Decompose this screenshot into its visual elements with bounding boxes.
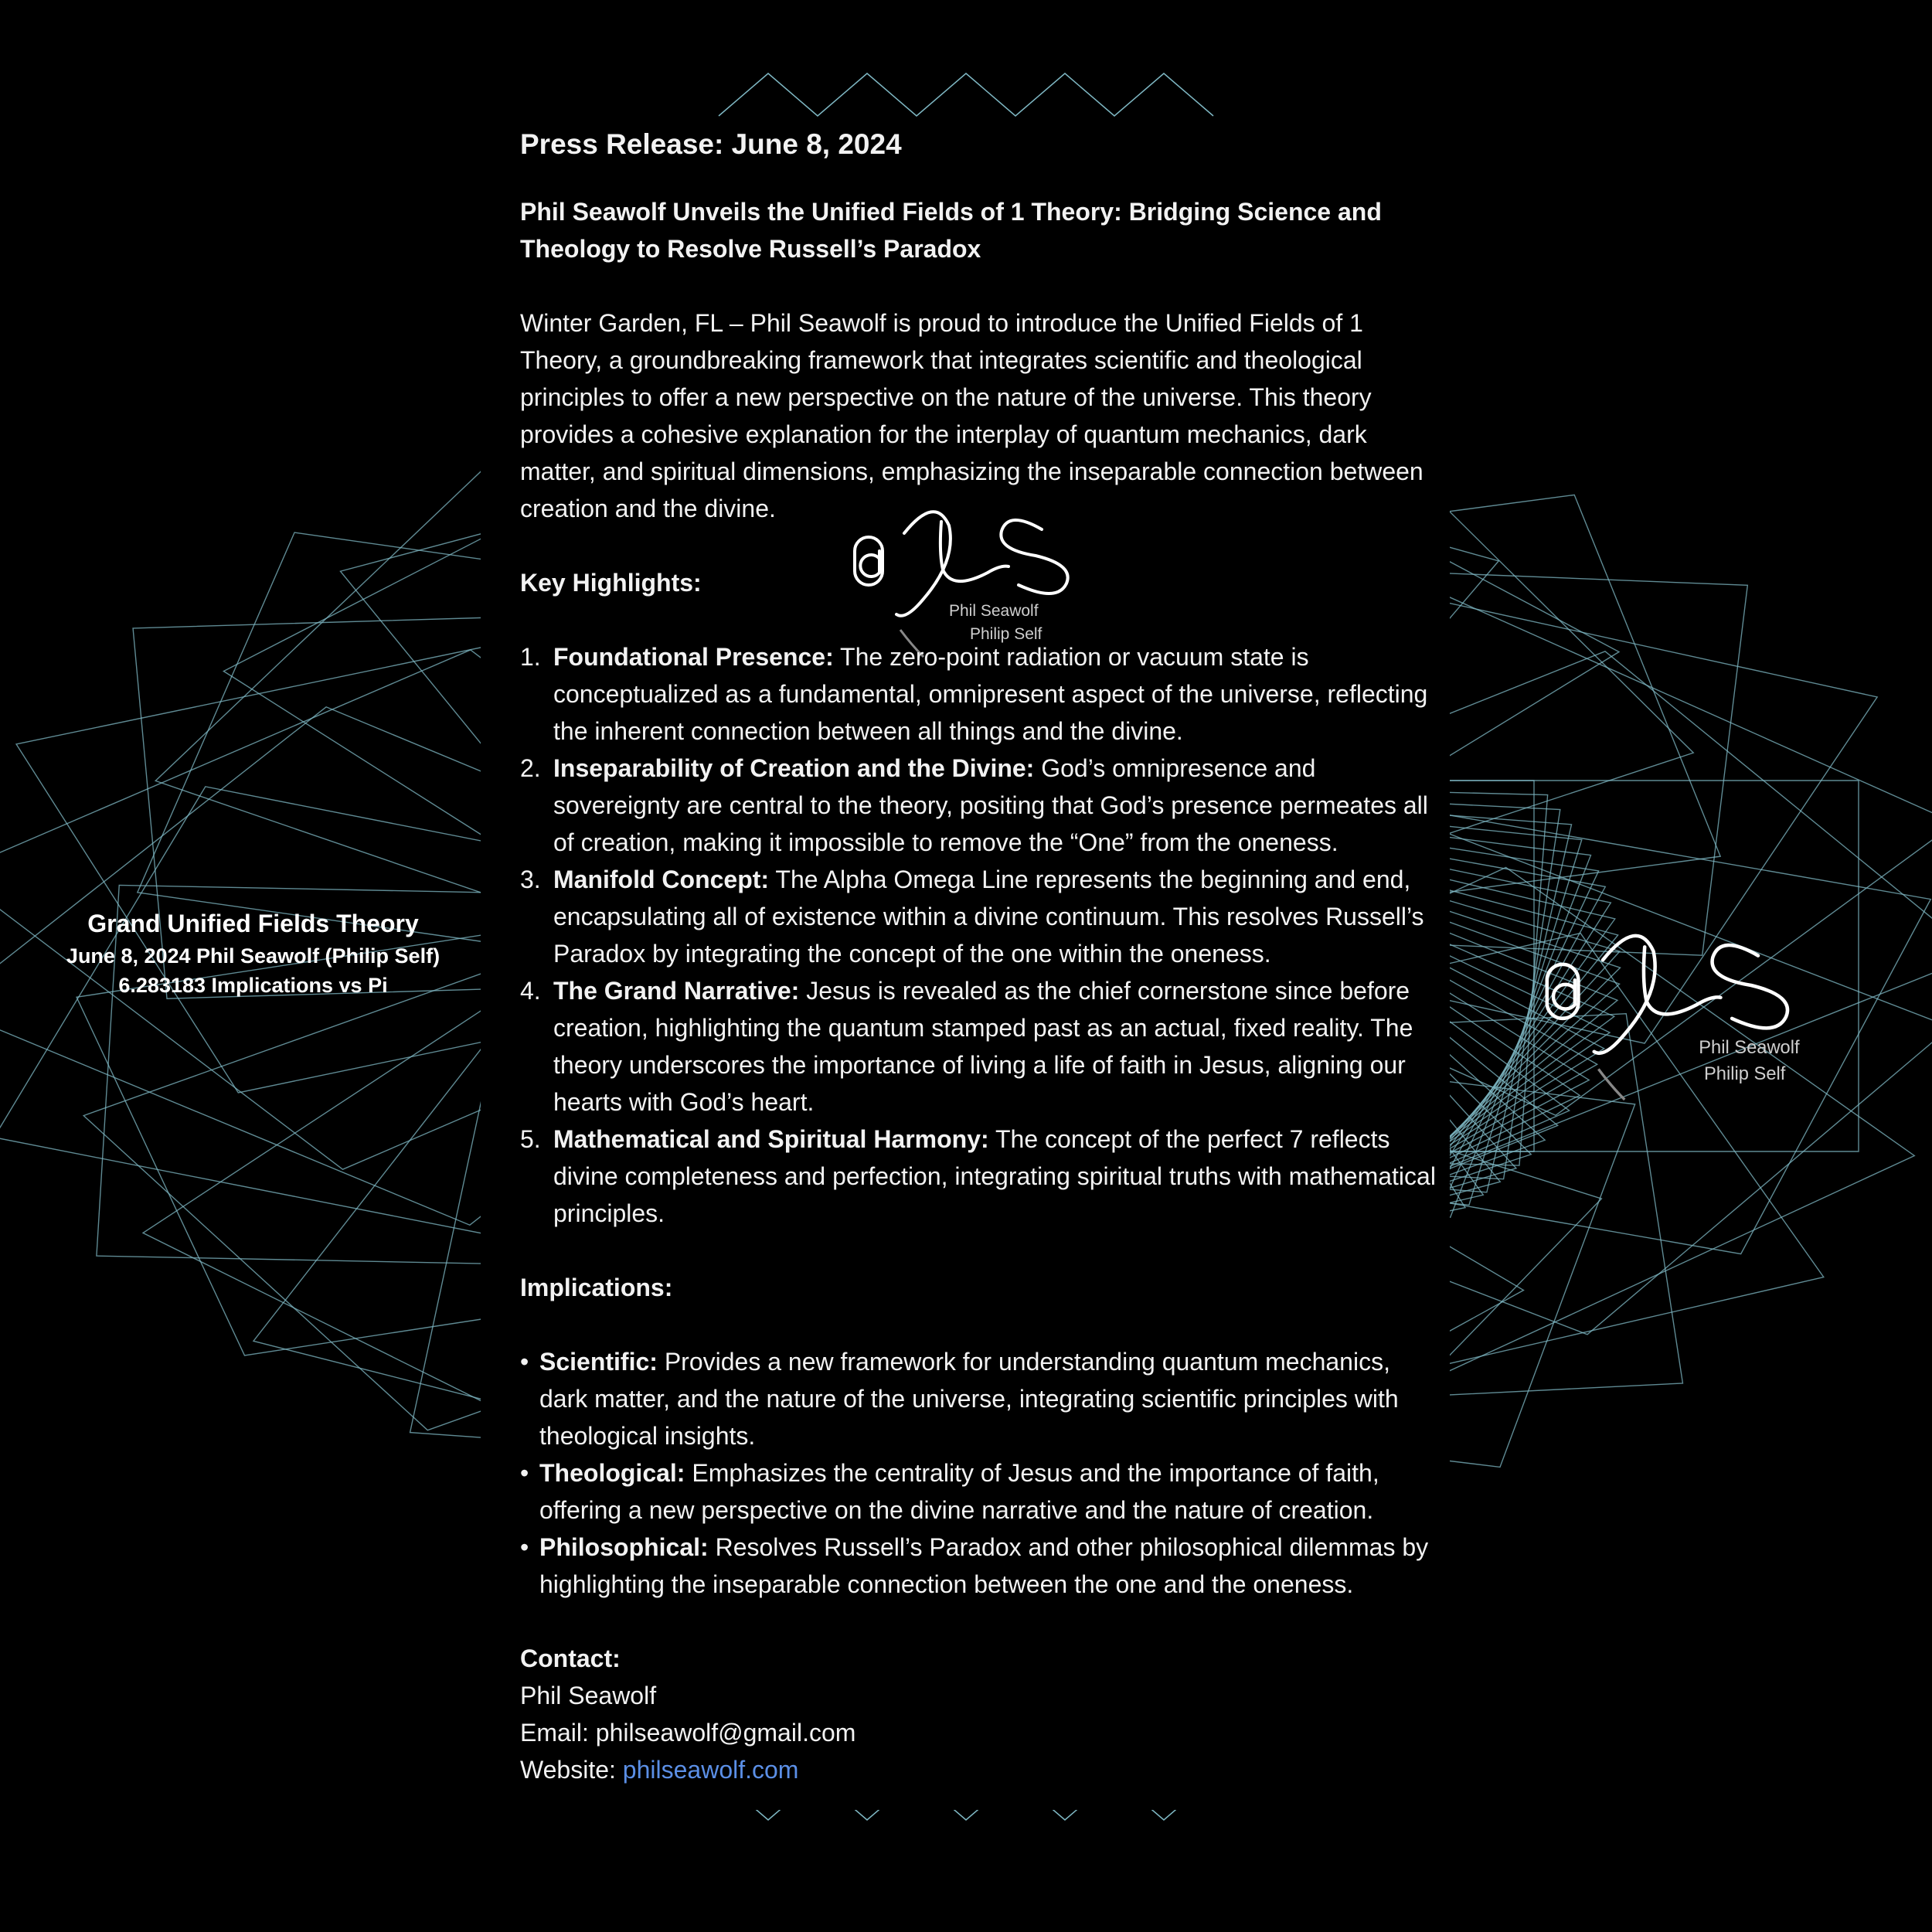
highlight-number: 3.	[520, 866, 541, 893]
bullet-icon: •	[520, 1459, 529, 1487]
highlight-item	[520, 750, 1436, 861]
implication-item	[520, 1343, 1436, 1454]
intro-paragraph: Winter Garden, FL – Phil Seawolf is proud to introduce the Unified Fields of 1 Theory, a groundbreaking framework that integrates scientific and theological principles to offer a new perspective on the nature of the universe. This theory provides a cohesive explanation for the interplay of quantum mechanics, dark matter, and spiritual dimensions, emphasizing the inseparable connection between creation and the divine.	[520, 309, 1423, 522]
implication-text: Emphasizes the centrality of Jesus and the importance of faith, offering a new perspective on the divine narrative and the nature of creation.	[539, 1459, 1379, 1524]
highlight-term: Mathematical and Spiritual Harmony:	[553, 1125, 989, 1153]
caption-title: Grand Unified Fields Theory	[87, 910, 419, 937]
press-release-title: Press Release: June 8, 2024	[520, 128, 902, 160]
logo-right-alias: Philip Self	[1704, 1063, 1786, 1084]
implication-term: Theological:	[539, 1459, 685, 1487]
highlight-term: Manifold Concept:	[553, 866, 770, 893]
implication-term: Philosophical:	[539, 1533, 709, 1561]
bullet-icon: •	[520, 1533, 529, 1561]
implications-list	[520, 1343, 1436, 1603]
highlight-text: Jesus is revealed as the chief cornerstone since before creation, highlighting the quantum stamped past as an actual, fixed reality. The theory underscores the importance of living a life of faith in Jesus, aligning our hearts with God’s heart.	[553, 977, 1413, 1116]
highlight-number: 4.	[520, 977, 541, 1005]
highlight-item	[520, 1121, 1436, 1232]
implication-text: Resolves Russell’s Paradox and other philosophical dilemmas by highlighting the inseparable connection between the one and the oneness.	[539, 1533, 1429, 1598]
caption-date-author: June 8, 2024 Phil Seawolf (Philip Self)	[66, 944, 440, 968]
highlight-number: 2.	[520, 754, 541, 782]
contact-name: Phil Seawolf	[520, 1682, 657, 1709]
highlight-term: Inseparability of Creation and the Divine:	[553, 754, 1035, 782]
highlight-text: The zero-point radiation or vacuum state is conceptualized as a fundamental, omnipresent aspect of the universe, reflecting the inherent connection between all things and the divine.	[553, 643, 1428, 745]
highlight-item	[520, 861, 1436, 972]
contact-heading: Contact:	[520, 1645, 621, 1672]
logo-center-alias: Philip Self	[970, 625, 1043, 643]
caption-subtitle: 6.283183 Implications vs Pi	[118, 974, 388, 997]
image-caption	[31, 906, 475, 1000]
bullet-icon: •	[520, 1348, 529, 1376]
website-label: Website:	[520, 1756, 623, 1784]
contact-email: Email: philseawolf@gmail.com	[520, 1719, 856, 1747]
logo-right-name: Phil Seawolf	[1699, 1038, 1800, 1059]
key-highlights-list	[520, 638, 1436, 1232]
implication-item	[520, 1529, 1436, 1603]
highlight-text: The Alpha Omega Line represents the beginning and end, encapsulating all of existence within a divine continuum. This resolves Russell’s Paradox by integrating the concept of the one within the oneness.	[553, 866, 1424, 968]
implications-heading: Implications:	[520, 1274, 673, 1301]
contact-website	[520, 1751, 1436, 1788]
highlight-text: The concept of the perfect 7 reflects divine completeness and perfection, integrating spiritual truths with mathematical principles.	[553, 1125, 1436, 1227]
implication-item	[520, 1454, 1436, 1529]
press-release	[520, 124, 1436, 1788]
headline: Phil Seawolf Unveils the Unified Fields of 1 Theory: Bridging Science and Theology to Resolve Russell’s Paradox	[520, 198, 1382, 263]
highlight-term: Foundational Presence:	[553, 643, 834, 671]
implication-term: Scientific:	[539, 1348, 658, 1376]
highlight-number: 1.	[520, 643, 541, 671]
highlight-term: The Grand Narrative:	[553, 977, 800, 1005]
logo-center-name: Phil Seawolf	[949, 602, 1039, 620]
highlight-text: God’s omnipresence and sovereignty are central to the theory, positing that God’s presence permeates all of creation, making it impossible to remove the “One” from the oneness.	[553, 754, 1428, 856]
key-highlights-heading: Key Highlights:	[520, 569, 702, 597]
logo-right	[1542, 920, 1812, 1105]
highlight-number: 5.	[520, 1125, 541, 1153]
highlight-item	[520, 972, 1436, 1121]
implication-text: Provides a new framework for understanding quantum mechanics, dark matter, and the nature of the universe, integrating scientific principles with theological insights.	[539, 1348, 1399, 1450]
highlight-item	[520, 638, 1436, 750]
website-link[interactable]: philseawolf.com	[622, 1756, 799, 1784]
